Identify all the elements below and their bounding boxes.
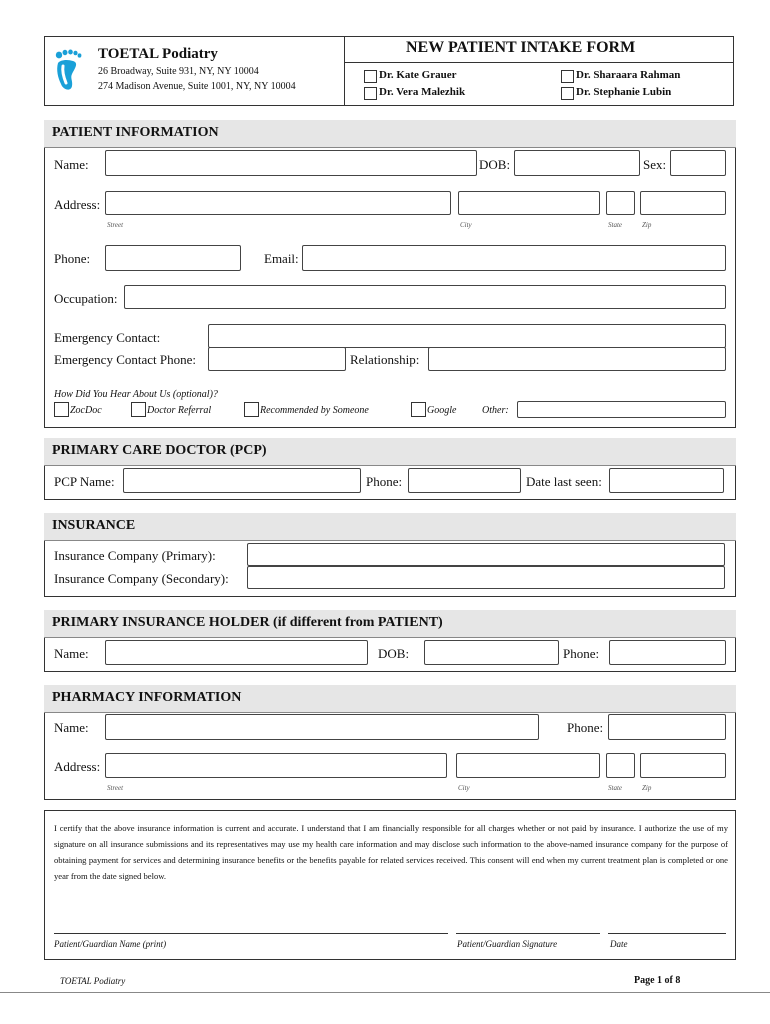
- pharmacy-section-header: [44, 685, 736, 713]
- form-title: NEW PATIENT INTAKE FORM: [406, 39, 636, 56]
- hear-about-label: How Did You Hear About Us (optional)?: [54, 389, 218, 400]
- hear-zocdoc-label: ZocDoc: [70, 405, 102, 416]
- date-caption: Date: [610, 939, 628, 949]
- pcp-phone-field[interactable]: [408, 468, 521, 493]
- patient-zip-caption: Zip: [642, 221, 652, 229]
- holder-name-field[interactable]: [105, 640, 368, 665]
- patient-section-header: [44, 120, 736, 148]
- pcp-date-label: Date last seen:: [526, 474, 602, 489]
- pharmacy-phone-label: Phone:: [567, 720, 604, 735]
- practice-address-1: 26 Broadway, Suite 931, NY, NY 10004: [98, 66, 259, 77]
- patient-address-label: Address:: [54, 197, 101, 212]
- patient-city-caption: City: [460, 221, 472, 229]
- holder-phone-field[interactable]: [609, 640, 726, 665]
- doctor-checkbox-lubin[interactable]: [561, 87, 574, 100]
- pcp-phone-label: Phone:: [366, 474, 403, 489]
- doctor-label-grauer: Dr. Kate Grauer: [379, 69, 457, 81]
- holder-phone-label: Phone:: [563, 646, 600, 661]
- practice-name: TOETAL Podiatry: [98, 46, 218, 62]
- footer-rule: [0, 992, 770, 993]
- doctor-checkbox-grauer[interactable]: [364, 70, 377, 83]
- patient-city-field[interactable]: [458, 191, 600, 215]
- pharmacy-zip-field[interactable]: [640, 753, 726, 778]
- holder-section-title: PRIMARY INSURANCE HOLDER (if different from PATIENT): [52, 615, 443, 630]
- pharmacy-state-field[interactable]: [606, 753, 635, 778]
- insurance-primary-field[interactable]: [247, 543, 725, 566]
- doctor-label-rahman: Dr. Sharaara Rahman: [576, 69, 681, 81]
- date-line: [608, 933, 726, 934]
- patient-occupation-field[interactable]: [124, 285, 726, 309]
- hear-zocdoc-checkbox[interactable]: [54, 402, 69, 417]
- pcp-section-header: [44, 438, 736, 466]
- holder-name-label: Name:: [54, 646, 89, 661]
- patient-sex-label: Sex:: [643, 157, 667, 172]
- patient-section-title: PATIENT INFORMATION: [52, 125, 219, 140]
- hear-other-field[interactable]: [517, 401, 726, 418]
- pharmacy-name-field[interactable]: [105, 714, 539, 740]
- hear-recommended-checkbox[interactable]: [244, 402, 259, 417]
- pharmacy-phone-field[interactable]: [608, 714, 726, 740]
- hear-google-label: Google: [427, 405, 457, 416]
- insurance-section-header: [44, 513, 736, 541]
- footer-page-number: Page 1 of 8: [634, 975, 681, 986]
- relationship-label: Relationship:: [350, 352, 420, 367]
- hear-google-checkbox[interactable]: [411, 402, 426, 417]
- signature-line: [456, 933, 600, 934]
- insurance-primary-label: Insurance Company (Primary):: [54, 548, 216, 563]
- pharmacy-city-caption: City: [458, 784, 470, 792]
- patient-name-label: Name:: [54, 157, 89, 172]
- pharmacy-section-title: PHARMACY INFORMATION: [52, 690, 242, 705]
- patient-phone-field[interactable]: [105, 245, 241, 271]
- footer-practice-name: TOETAL Podiatry: [60, 976, 126, 986]
- patient-zip-field[interactable]: [640, 191, 726, 215]
- patient-occupation-label: Occupation:: [54, 291, 118, 306]
- hear-other-label: Other:: [482, 405, 509, 416]
- hear-referral-label: Doctor Referral: [147, 405, 212, 416]
- signature-caption: Patient/Guardian Signature: [457, 939, 558, 949]
- name-print-caption: Patient/Guardian Name (print): [54, 939, 167, 949]
- doctor-checkbox-malezhik[interactable]: [364, 87, 377, 100]
- patient-street-field[interactable]: [105, 191, 451, 215]
- patient-email-field[interactable]: [302, 245, 726, 271]
- pcp-date-field[interactable]: [609, 468, 724, 493]
- pharmacy-city-field[interactable]: [456, 753, 600, 778]
- holder-section-header: [44, 610, 736, 638]
- patient-state-field[interactable]: [606, 191, 635, 215]
- patient-name-field[interactable]: [105, 150, 477, 176]
- pcp-name-label: PCP Name:: [54, 474, 115, 489]
- patient-sex-field[interactable]: [670, 150, 726, 176]
- title-divider: [344, 62, 734, 63]
- doctor-label-lubin: Dr. Stephanie Lubin: [576, 86, 672, 98]
- emergency-contact-label: Emergency Contact:: [54, 330, 161, 345]
- practice-address-2: 274 Madison Avenue, Suite 1001, NY, NY 10004: [98, 81, 296, 92]
- holder-dob-field[interactable]: [424, 640, 559, 665]
- pcp-section-title: PRIMARY CARE DOCTOR (PCP): [52, 443, 267, 458]
- pharmacy-street-field[interactable]: [105, 753, 447, 778]
- insurance-section-title: INSURANCE: [52, 518, 136, 533]
- emergency-phone-label: Emergency Contact Phone:: [54, 352, 197, 367]
- relationship-field[interactable]: [428, 347, 726, 371]
- name-print-line: [54, 933, 448, 934]
- patient-state-caption: State: [608, 221, 622, 229]
- insurance-secondary-field[interactable]: [247, 566, 725, 589]
- pharmacy-address-label: Address:: [54, 759, 101, 774]
- patient-dob-label: DOB:: [479, 157, 511, 172]
- pharmacy-state-caption: State: [608, 784, 622, 792]
- doctor-checkbox-rahman[interactable]: [561, 70, 574, 83]
- patient-phone-label: Phone:: [54, 251, 91, 266]
- doctor-label-malezhik: Dr. Vera Malezhik: [379, 86, 466, 98]
- patient-dob-field[interactable]: [514, 150, 640, 176]
- consent-text: I certify that the above insurance information is current and accurate. I understand that I am financially responsible for all charges whether or not paid by insurance. I authorize the use of my signature on all insurance submissions and its representatives may use my health care information and may disclose such information to the above-named insurance company for the purpose of obtaining payment for services and determining insurance benefits or the benefits payable for related services received. This consent will end when my current treatment plan is completed or one year from the date signed below.: [54, 823, 728, 881]
- hear-recommended-label: Recommended by Someone: [260, 405, 369, 416]
- emergency-contact-field[interactable]: [208, 324, 726, 348]
- pcp-name-field[interactable]: [123, 468, 361, 493]
- pharmacy-name-label: Name:: [54, 720, 89, 735]
- emergency-phone-field[interactable]: [208, 347, 346, 371]
- footprint-icon: [52, 48, 84, 94]
- patient-street-caption: Street: [107, 221, 124, 229]
- patient-email-label: Email:: [264, 251, 299, 266]
- holder-dob-label: DOB:: [378, 646, 410, 661]
- pharmacy-street-caption: Street: [107, 784, 124, 792]
- hear-referral-checkbox[interactable]: [131, 402, 146, 417]
- insurance-secondary-label: Insurance Company (Secondary):: [54, 571, 229, 586]
- pharmacy-zip-caption: Zip: [642, 784, 652, 792]
